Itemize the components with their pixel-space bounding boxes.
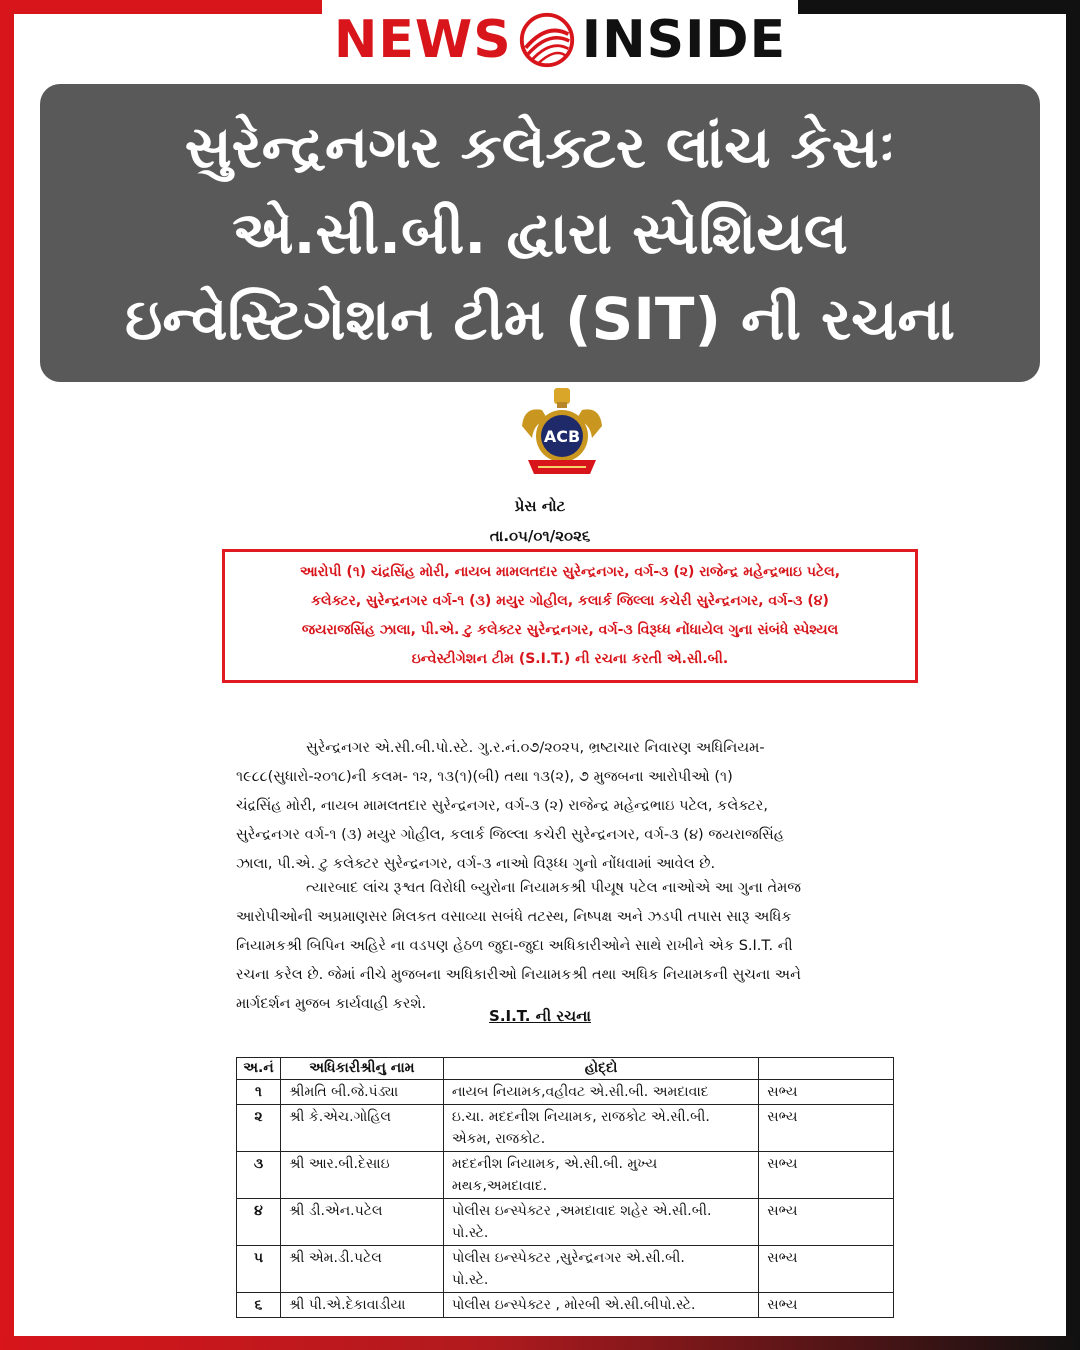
row-number: ૪ [237,1199,281,1246]
summary-box [222,549,918,683]
officer-role: સભ્ય [759,1199,894,1246]
logo-inside-text: INSIDE [581,10,787,70]
headline-line: ઇન્વેસ્ટિગેશન ટીમ (SIT) ની રચના [125,285,955,353]
acb-emblem-icon [514,386,610,478]
post-line: મથક,અમદાવાદ. [451,1178,548,1194]
table-row [237,1246,894,1293]
officer-post [443,1080,758,1105]
frame-top-left-bar [0,0,322,14]
body-line: સુરેન્દ્રનગર એ.સી.બી.પો.સ્ટે. ગુ.ર.નં.૦૭/૨૦૨૫, ભ્રષ્ટાચાર નિવારણ અધિનિયમ- [306,740,765,756]
row-number: ૧ [237,1080,281,1105]
summary-line: જયરાજસિંહ ઝાલા, પી.એ. ટુ કલેક્ટર સુરેન્દ્રનગર, વર્ગ-૩ વિરૂધ્ધ નોંધાયેલ ગુના સંબંધે સ્પેશ્યલ [301,622,839,638]
row-number: ૬ [237,1293,281,1318]
headline-line: એ.સી.બી. દ્વારા સ્પેશિયલ [232,199,848,267]
press-note-date: તા.૦૫/૦૧/૨૦૨૬ [489,527,591,545]
frame-left-bar [0,0,14,1350]
post-line: મદદનીશ નિયામક, એ.સી.બી. મુખ્ય [451,1156,658,1172]
row-number: ૫ [237,1246,281,1293]
logo-news-text: NEWS [333,10,512,70]
officer-name: શ્રી આર.બી.દેસાઇ [280,1152,443,1199]
column-header-name: અધિકારીશ્રીનુ નામ [280,1058,443,1080]
post-line: પો.સ્ટે. [451,1225,489,1241]
globe-swirl-icon [516,9,578,71]
post-line: નાયબ નિયામક,વહીવટ એ.સી.બી. અમદાવાદ [451,1084,709,1100]
post-line: ઇ.ચા. મદદનીશ નિયામક, રાજકોટ એ.સી.બી. [451,1109,710,1125]
headline-card [40,84,1040,382]
sit-members-table [236,1057,894,1318]
officer-name: શ્રી ડી.એન.પટેલ [280,1199,443,1246]
column-header-post: હોદ્દો [443,1058,758,1080]
officer-role: સભ્ય [759,1105,894,1152]
officer-name: શ્રી પી.એ.દેકાવાડીયા [280,1293,443,1318]
column-header-number: અ.નં [237,1058,281,1080]
officer-name: શ્રીમતિ બી.જે.પંડ્યા [280,1080,443,1105]
news-inside-logo [322,6,798,74]
officer-post [443,1246,758,1293]
summary-line: આરોપી (૧) ચંદ્રસિંહ મોરી, નાયબ મામલતદાર સુરેન્દ્રનગર, વર્ગ-૩ (૨) રાજેન્દ્ર મહેન્દ્રભાઇ પટેલ, [299,564,841,580]
post-line: પોલીસ ઇન્સ્પેક્ટર ,અમદાવાદ શહેર એ.સી.બી. [451,1203,712,1219]
body-paragraph-1 [236,734,904,879]
table-row [237,1199,894,1246]
headline-line: સુરેન્દ્રનગર કલેક્ટર લાંચ કેસઃ [184,113,896,181]
officer-post [443,1105,758,1152]
body-paragraph-2 [236,874,904,1019]
table-header-row [237,1058,894,1080]
frame-bottom-bar [0,1336,1080,1350]
officer-name: શ્રી કે.એચ.ગોહિલ [280,1105,443,1152]
body-line: ત્યારબાદ લાંચ રૂશ્વત વિરોધી બ્યુરોના નિયામકશ્રી પીયૂષ પટેલ નાઓએ આ ગુના તેમજ [306,880,802,896]
officer-role: સભ્ય [759,1246,894,1293]
svg-text:ACB: ACB [543,427,581,446]
officer-role: સભ્ય [759,1080,894,1105]
summary-line: કલેક્ટર, સુરેન્દ્રનગર વર્ગ-૧ (૩) મયુર ગોહીલ, કલાર્ક જિલ્લા કચેરી સુરેન્દ્રનગર, વર્ગ-૩ (૪) [311,593,829,609]
body-line: રચના કરેલ છે. જેમાં નીચે મુજબના અધિકારીઓ નિયામકશ્રી તથા અધિક નિયામકની સુચના અને [236,967,801,983]
body-line: આરોપીઓની અપ્રમાણસર મિલકત વસાવ્યા સબંધે તટસ્થ, નિષ્પક્ષ અને ઝડપી તપાસ સારૂ અધિક [236,909,792,925]
column-header-role [759,1058,894,1080]
body-line: સુરેન્દ્રનગર વર્ગ-૧ (૩) મયુર ગોહીલ, કલાર્ક જિલ્લા કચેરી સુરેન્દ્રનગર, વર્ગ-૩ (૪) જયરાજસિંહ [236,827,785,843]
post-line: પોલીસ ઇન્સ્પેક્ટર , મોરબી એ.સી.બીપો.સ્ટે. [451,1297,696,1313]
officer-name: શ્રી એમ.ડી.પટેલ [280,1246,443,1293]
body-line: ૧૯૮૮(સુધારો-૨૦૧૮)ની કલમ- ૧૨, ૧૩(૧)(બી) તથા ૧૩(૨), ૭ મુજબના આરોપીઓ (૧) [236,769,733,785]
officer-role: સભ્ય [759,1152,894,1199]
row-number: ૨ [237,1105,281,1152]
officer-post [443,1199,758,1246]
post-line: પોલીસ ઇન્સ્પેક્ટર ,સુરેન્દ્રનગર એ.સી.બી. [451,1250,685,1266]
row-number: ૩ [237,1152,281,1199]
table-row [237,1293,894,1318]
body-line: માર્ગદર્શન મુજબ કાર્યવાહી કરશે. [236,996,427,1012]
officer-post [443,1293,758,1318]
officer-role: સભ્ય [759,1293,894,1318]
frame-top-right-bar [798,0,1080,14]
body-line: ચંદ્રસિંહ મોરી, નાયબ મામલતદાર સુરેન્દ્રનગર, વર્ગ-૩ (૨) રાજેન્દ્ર મહેન્દ્રભાઇ પટેલ, કલેક્ટર, [236,798,768,814]
body-line: ઝાલા, પી.એ. ટુ કલેક્ટર સુરેન્દ્રનગર, વર્ગ-૩ નાઓ વિરૂધ્ધ ગુનો નોંધવામાં આવેલ છે. [236,856,716,872]
sit-heading: S.I.T. ની રચના [489,1007,591,1025]
body-line: નિયામકશ્રી બિપિન અહિરે ના વડપણ હેઠળ જુદા-જુદા અધિકારીઓને સાથે રાખીને એક S.I.T. ની [236,938,793,954]
frame-right-bar [1066,0,1080,1350]
press-note-title: પ્રેસ નોટ [514,497,566,515]
officer-post [443,1152,758,1199]
table-row [237,1152,894,1199]
table-row [237,1080,894,1105]
summary-line: ઇન્વેસ્ટીગેશન ટીમ (S.I.T.) ની રચના કરતી એ.સી.બી. [411,651,729,667]
table-row [237,1105,894,1152]
post-line: પો.સ્ટે. [451,1272,489,1288]
post-line: એકમ, રાજકોટ. [451,1131,546,1147]
